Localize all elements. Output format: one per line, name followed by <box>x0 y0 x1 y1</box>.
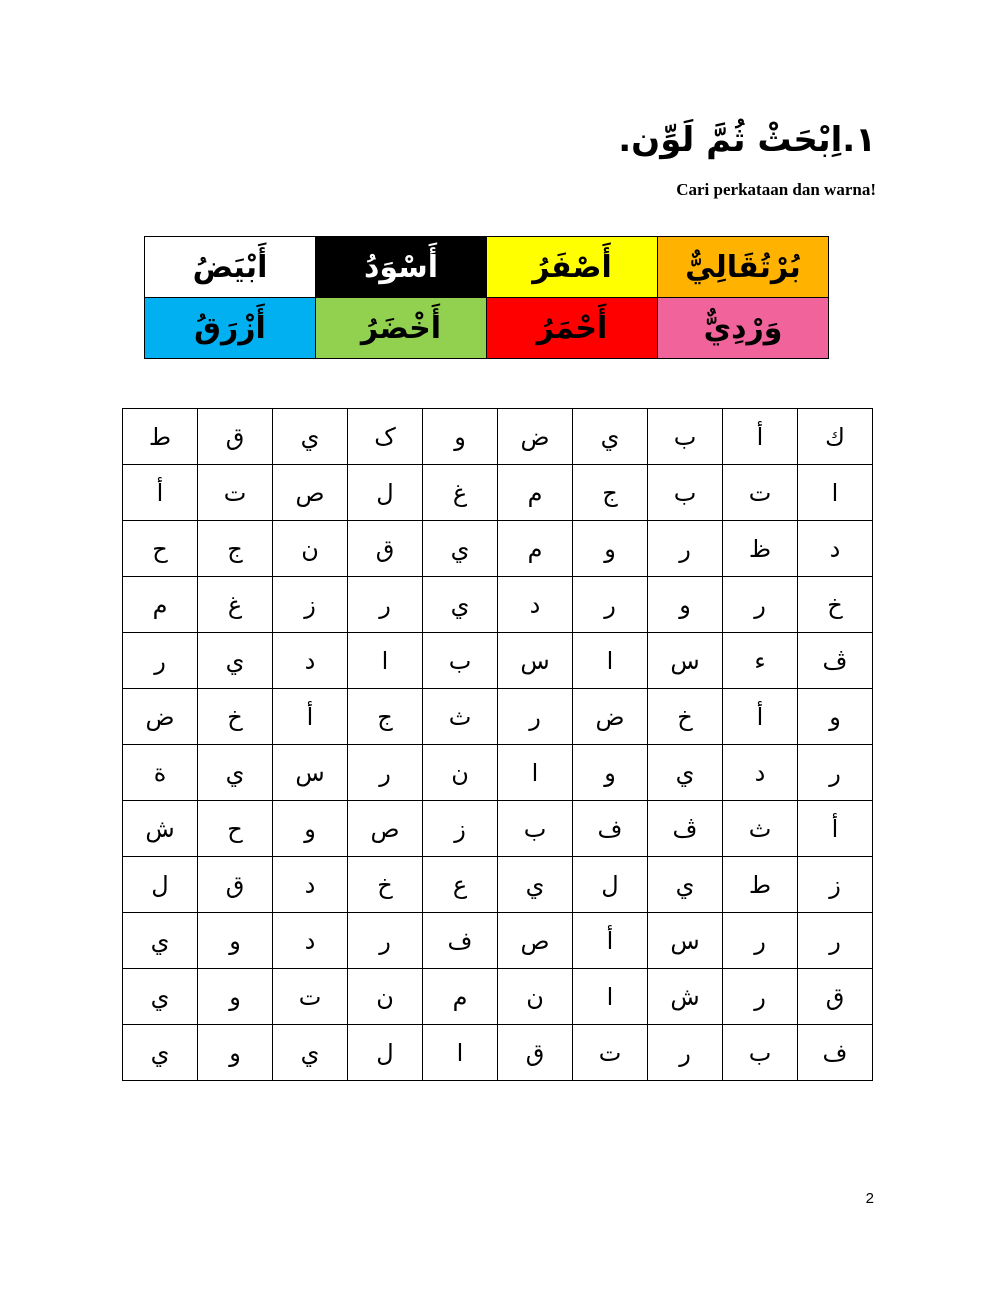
grid-cell[interactable]: ب <box>648 465 723 521</box>
grid-cell[interactable]: ا <box>798 465 873 521</box>
grid-cell[interactable]: ك <box>798 409 873 465</box>
grid-cell[interactable]: و <box>198 969 273 1025</box>
color-cell-orange[interactable]: بُرْتُقَالِيٌّ <box>658 237 829 298</box>
grid-cell[interactable]: ف <box>423 913 498 969</box>
grid-cell[interactable]: ر <box>348 745 423 801</box>
grid-cell[interactable]: ج <box>573 465 648 521</box>
grid-cell[interactable]: و <box>798 689 873 745</box>
grid-cell[interactable]: ط <box>123 409 198 465</box>
grid-cell[interactable]: ر <box>348 913 423 969</box>
grid-cell[interactable]: ي <box>423 521 498 577</box>
grid-cell[interactable]: ف <box>798 1025 873 1081</box>
grid-row <box>123 857 873 913</box>
grid-cell[interactable]: ن <box>423 745 498 801</box>
grid-cell[interactable]: غ <box>198 577 273 633</box>
grid-cell[interactable]: أ <box>723 689 798 745</box>
grid-cell[interactable]: ب <box>498 801 573 857</box>
grid-row <box>123 801 873 857</box>
grid-cell[interactable]: س <box>498 633 573 689</box>
page-number: 2 <box>865 1190 874 1207</box>
grid-cell[interactable]: ي <box>273 409 348 465</box>
grid-cell[interactable]: ي <box>648 745 723 801</box>
grid-cell[interactable]: د <box>723 745 798 801</box>
grid-cell[interactable]: ص <box>498 913 573 969</box>
grid-cell[interactable]: و <box>198 913 273 969</box>
grid-cell[interactable]: ا <box>573 633 648 689</box>
grid-cell[interactable]: ع <box>423 857 498 913</box>
grid-cell[interactable]: ي <box>423 577 498 633</box>
color-cell-pink[interactable]: وَرْدِيٌّ <box>658 298 829 359</box>
grid-cell[interactable]: ق <box>348 521 423 577</box>
color-legend-table <box>144 236 829 359</box>
color-cell-green[interactable]: أَخْضَرُ <box>316 298 487 359</box>
grid-cell[interactable]: ف <box>573 801 648 857</box>
grid-cell[interactable]: ا <box>348 633 423 689</box>
grid-cell[interactable]: د <box>798 521 873 577</box>
grid-cell[interactable]: ب <box>423 633 498 689</box>
grid-cell[interactable]: ر <box>648 1025 723 1081</box>
grid-row <box>123 577 873 633</box>
grid-cell[interactable]: ض <box>123 689 198 745</box>
grid-cell[interactable]: ر <box>573 577 648 633</box>
grid-row <box>123 745 873 801</box>
color-legend-row <box>145 237 829 298</box>
word-search-grid <box>122 408 873 1081</box>
grid-cell[interactable]: أ <box>723 409 798 465</box>
grid-cell[interactable]: ص <box>273 465 348 521</box>
grid-cell[interactable]: ر <box>348 577 423 633</box>
grid-row <box>123 409 873 465</box>
grid-cell[interactable]: ء <box>723 633 798 689</box>
grid-row <box>123 521 873 577</box>
grid-cell[interactable]: ب <box>648 409 723 465</box>
grid-cell[interactable]: خ <box>198 689 273 745</box>
grid-cell[interactable]: س <box>648 913 723 969</box>
grid-cell[interactable]: ض <box>498 409 573 465</box>
grid-row <box>123 689 873 745</box>
grid-cell[interactable]: ا <box>573 969 648 1025</box>
grid-cell[interactable]: ي <box>573 409 648 465</box>
color-cell-yellow[interactable]: أَصْفَرُ <box>487 237 658 298</box>
grid-cell[interactable]: ي <box>273 1025 348 1081</box>
exercise-title: ١.اِبْحَثْ ثُمَّ لَوِّن. <box>618 120 876 160</box>
grid-cell[interactable]: أ <box>573 913 648 969</box>
grid-cell[interactable]: ت <box>573 1025 648 1081</box>
grid-cell[interactable]: د <box>498 577 573 633</box>
grid-cell[interactable]: د <box>273 633 348 689</box>
grid-cell[interactable]: ط <box>723 857 798 913</box>
grid-cell[interactable]: ڤ <box>648 801 723 857</box>
grid-cell[interactable]: أ <box>798 801 873 857</box>
grid-cell[interactable]: ل <box>123 857 198 913</box>
grid-cell[interactable]: د <box>273 913 348 969</box>
grid-cell[interactable]: ج <box>198 521 273 577</box>
grid-cell[interactable]: م <box>498 521 573 577</box>
grid-cell[interactable]: س <box>273 745 348 801</box>
grid-cell[interactable]: د <box>273 857 348 913</box>
grid-cell[interactable]: ق <box>198 857 273 913</box>
grid-cell[interactable]: ش <box>123 801 198 857</box>
grid-cell[interactable]: غ <box>423 465 498 521</box>
grid-cell[interactable]: ن <box>273 521 348 577</box>
grid-cell[interactable]: ي <box>198 633 273 689</box>
grid-cell[interactable]: ة <box>123 745 198 801</box>
grid-row <box>123 913 873 969</box>
grid-row <box>123 1025 873 1081</box>
color-legend-row <box>145 298 829 359</box>
grid-cell[interactable]: ي <box>123 1025 198 1081</box>
grid-cell[interactable]: و <box>198 1025 273 1081</box>
grid-cell[interactable]: أ <box>273 689 348 745</box>
grid-cell[interactable]: ن <box>348 969 423 1025</box>
grid-cell[interactable]: ڤ <box>798 633 873 689</box>
grid-cell[interactable]: ت <box>273 969 348 1025</box>
grid-cell[interactable]: ل <box>573 857 648 913</box>
grid-cell[interactable]: خ <box>648 689 723 745</box>
grid-cell[interactable]: م <box>123 577 198 633</box>
grid-cell[interactable]: ق <box>498 1025 573 1081</box>
grid-row <box>123 969 873 1025</box>
grid-cell[interactable]: ج <box>348 689 423 745</box>
grid-cell[interactable]: ح <box>123 521 198 577</box>
color-cell-blue[interactable]: أَزْرَقُ <box>145 298 316 359</box>
grid-cell[interactable]: ن <box>498 969 573 1025</box>
grid-cell[interactable]: و <box>273 801 348 857</box>
grid-cell[interactable]: خ <box>798 577 873 633</box>
grid-cell[interactable]: ک <box>348 409 423 465</box>
grid-cell[interactable]: ي <box>123 969 198 1025</box>
grid-cell[interactable]: ر <box>123 633 198 689</box>
grid-cell[interactable]: ث <box>723 801 798 857</box>
color-cell-white[interactable]: أَبْيَضُ <box>145 237 316 298</box>
grid-cell[interactable]: ز <box>423 801 498 857</box>
grid-cell[interactable]: ا <box>423 1025 498 1081</box>
grid-cell[interactable]: ر <box>723 577 798 633</box>
grid-cell[interactable]: ق <box>198 409 273 465</box>
grid-cell[interactable]: خ <box>348 857 423 913</box>
grid-cell[interactable]: ح <box>198 801 273 857</box>
grid-cell[interactable]: ي <box>123 913 198 969</box>
color-cell-red[interactable]: أَحْمَرُ <box>487 298 658 359</box>
grid-cell[interactable]: ل <box>348 465 423 521</box>
grid-cell[interactable]: و <box>423 409 498 465</box>
grid-cell[interactable]: ر <box>723 969 798 1025</box>
color-cell-black[interactable]: أَسْوَدُ <box>316 237 487 298</box>
grid-cell[interactable]: ا <box>498 745 573 801</box>
grid-row <box>123 633 873 689</box>
grid-cell[interactable]: ي <box>498 857 573 913</box>
grid-cell[interactable]: م <box>498 465 573 521</box>
grid-cell[interactable]: ر <box>798 745 873 801</box>
grid-cell[interactable]: ز <box>273 577 348 633</box>
grid-cell[interactable]: ي <box>198 745 273 801</box>
grid-cell[interactable]: و <box>648 577 723 633</box>
grid-cell[interactable]: و <box>573 745 648 801</box>
grid-cell[interactable]: ص <box>348 801 423 857</box>
exercise-instruction: Cari perkataan dan warna! <box>676 180 876 199</box>
grid-cell[interactable]: ش <box>648 969 723 1025</box>
grid-cell[interactable]: ق <box>798 969 873 1025</box>
grid-cell[interactable]: ث <box>423 689 498 745</box>
grid-cell[interactable]: ت <box>723 465 798 521</box>
grid-cell[interactable]: ظ <box>723 521 798 577</box>
grid-cell[interactable]: ض <box>573 689 648 745</box>
grid-cell[interactable]: ب <box>723 1025 798 1081</box>
grid-cell[interactable]: ر <box>723 913 798 969</box>
grid-cell[interactable]: ل <box>348 1025 423 1081</box>
grid-cell[interactable]: س <box>648 633 723 689</box>
grid-cell[interactable]: ت <box>198 465 273 521</box>
grid-cell[interactable]: ر <box>648 521 723 577</box>
grid-cell[interactable]: ر <box>798 913 873 969</box>
grid-cell[interactable]: م <box>423 969 498 1025</box>
grid-cell[interactable]: ر <box>498 689 573 745</box>
grid-row <box>123 465 873 521</box>
grid-cell[interactable]: ي <box>648 857 723 913</box>
grid-cell[interactable]: ز <box>798 857 873 913</box>
grid-cell[interactable]: أ <box>123 465 198 521</box>
grid-cell[interactable]: و <box>573 521 648 577</box>
